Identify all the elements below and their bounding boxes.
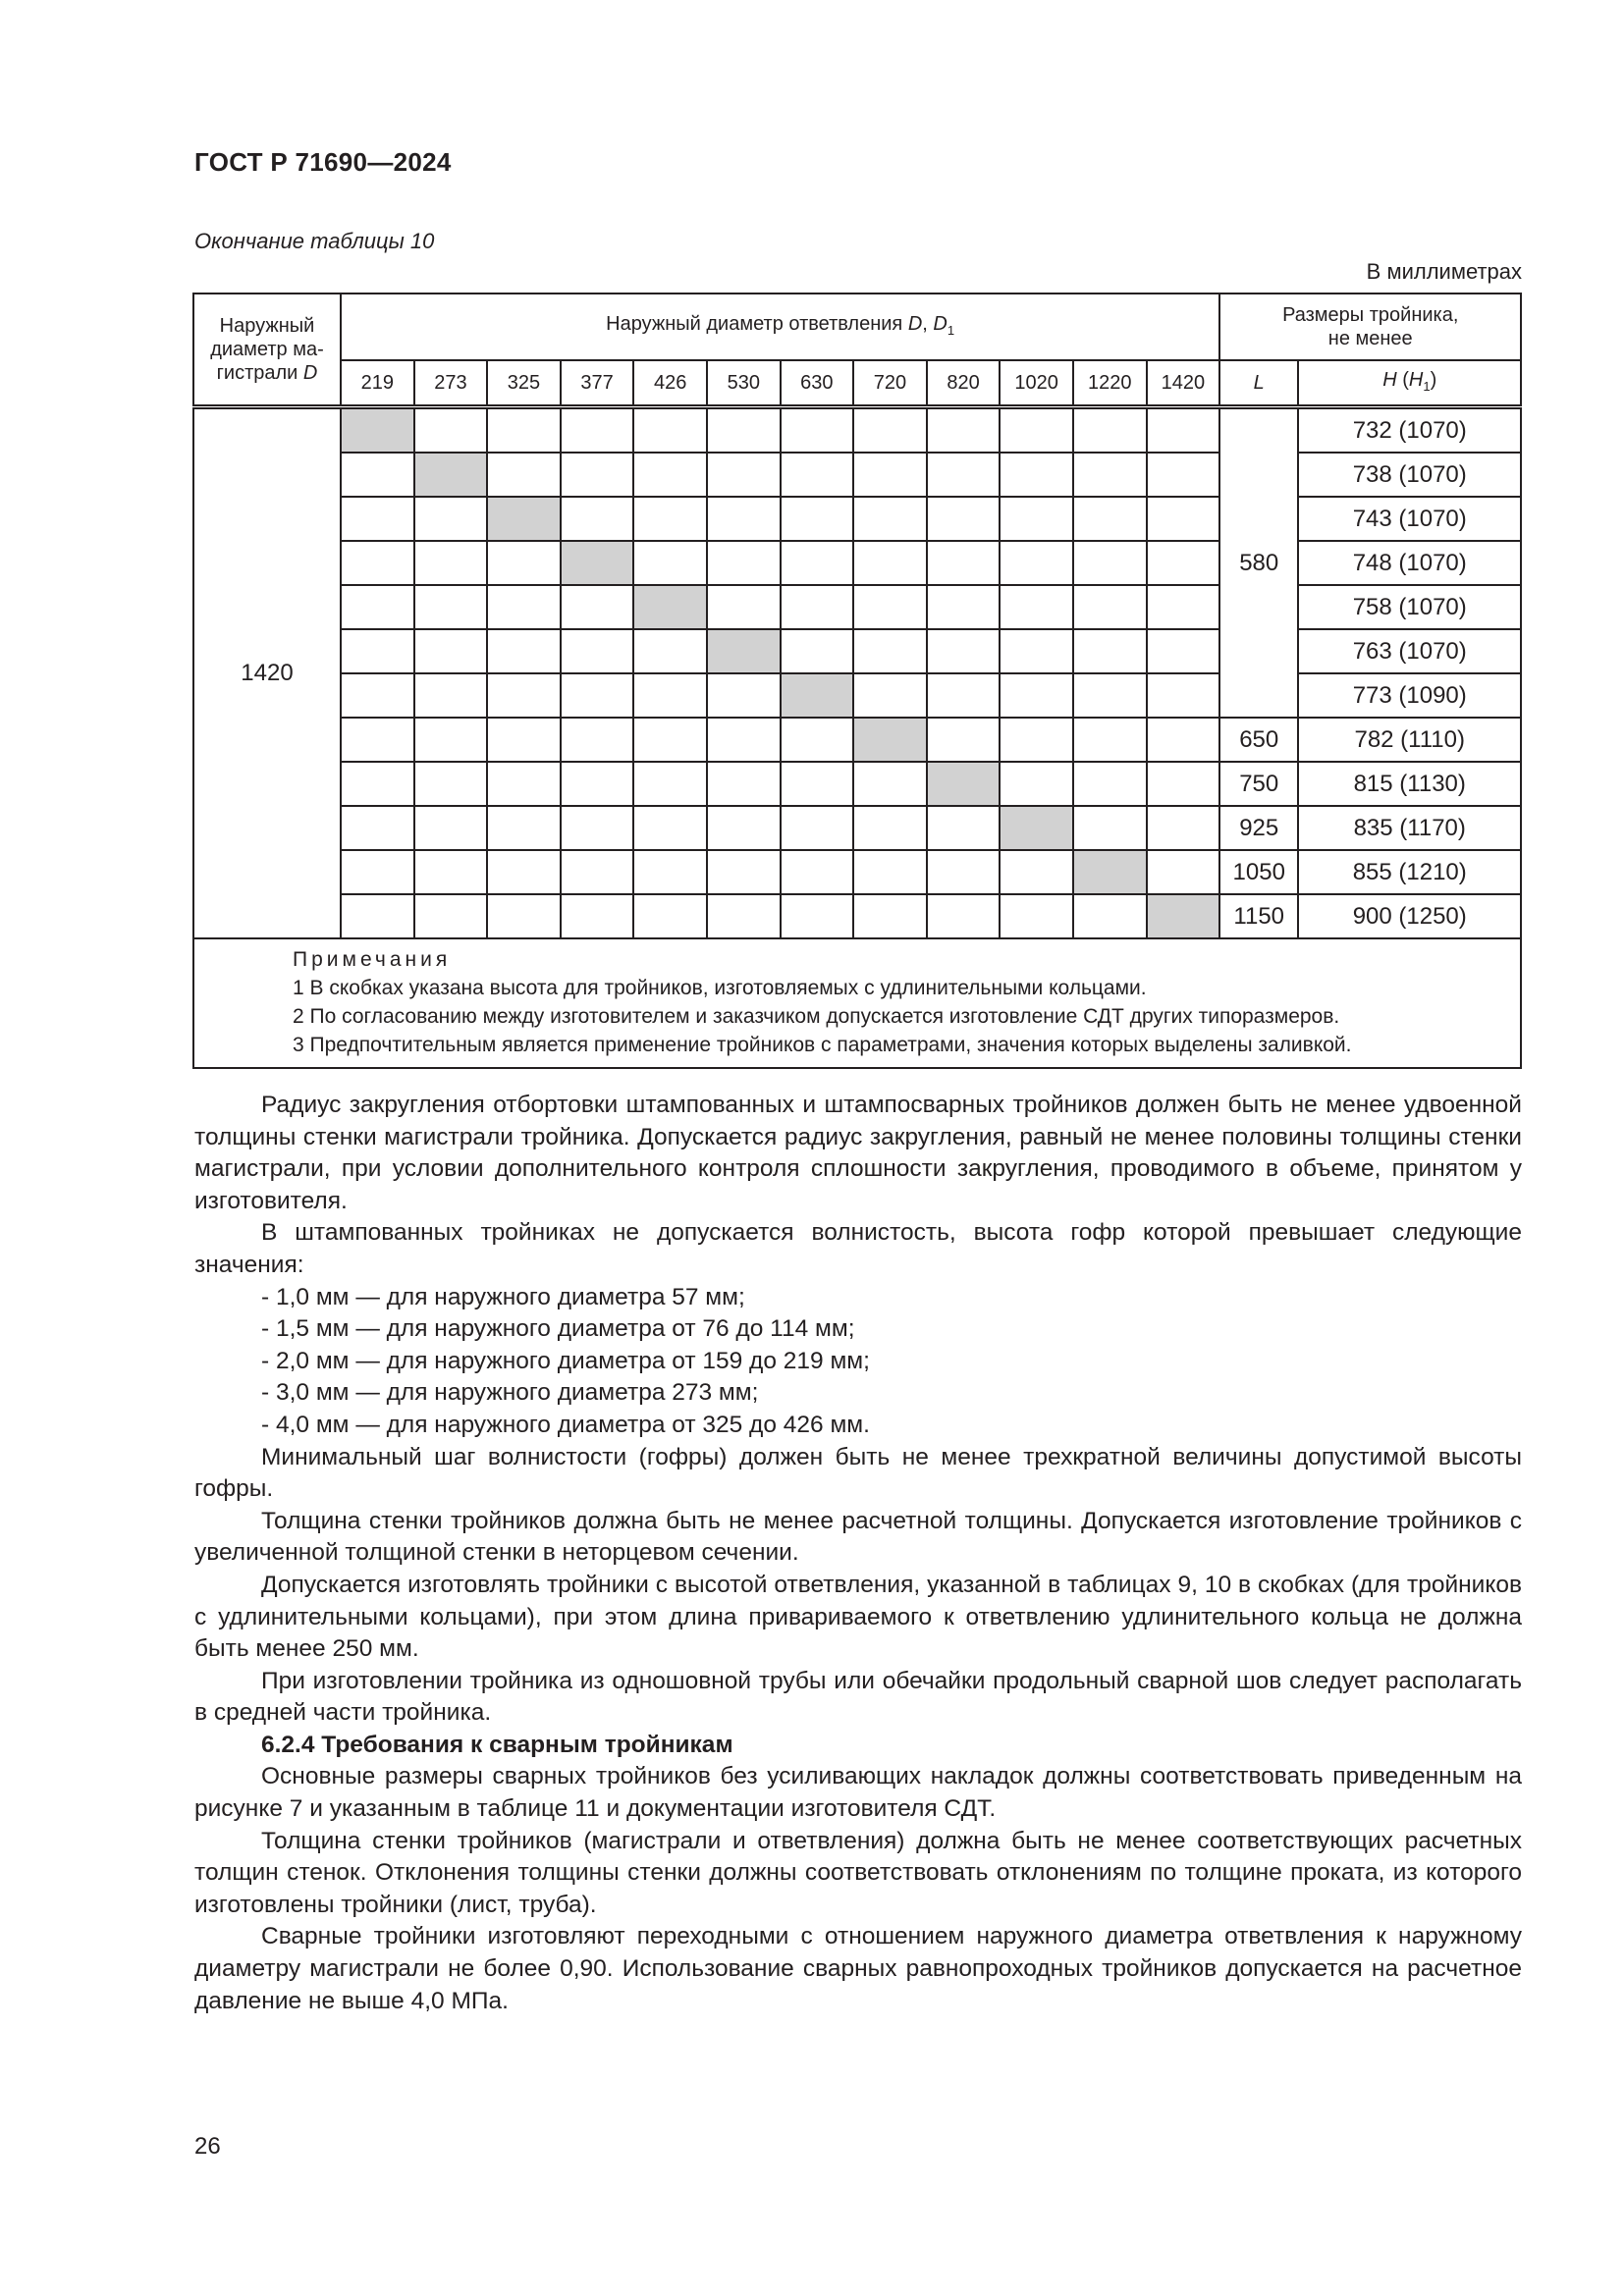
preferred-cell [927,762,1001,806]
preferred-cell [781,673,854,718]
table-caption: Окончание таблицы 10 [194,229,435,253]
H-value-cell: 773 (1090) [1298,673,1521,718]
table-row [193,850,1521,894]
L-value-cell: 925 [1219,806,1298,850]
matrix-cell [707,806,781,850]
matrix-cell [1147,453,1220,497]
note-1: 1 В скобках указана высота для тройников, изготовляемых с удлинительными кольцами. [293,977,1147,999]
matrix-cell [414,407,488,454]
paragraph-flanging-radius: Радиус закругления отбортовки штампованных и штампосварных тройников должен быть не менее удвоенной толщины стенки магистрали тройника. Допускается радиус закругления, равный не менее половины толщины стенки магистрали, при условии дополнительного контроля сплошности закругления, проводимого в объеме, принятом у изготовителя. [194,1092,1522,1214]
header-branch-diameter: 1420 [1147,360,1220,407]
matrix-cell [853,585,927,629]
matrix-cell [1073,718,1147,762]
matrix-cell [853,453,927,497]
list-item: - 4,0 мм — для наружного диаметра от 325 до 426 мм. [261,1411,870,1438]
matrix-cell [487,541,561,585]
note-2: 2 По согласованию между изготовителем и заказчиком допускается изготовление СДТ других типоразмеров. [293,1005,1340,1028]
header-H: H $(H_1)$ [1298,360,1521,407]
matrix-cell [707,497,781,541]
L-value-cell: 1150 [1219,894,1298,938]
matrix-cell [853,497,927,541]
paragraph-wall-thickness: Толщина стенки тройников должна быть не менее расчетной толщины. Допускается изготовление тройников с увеличенной толщиной стенки в неторцевом сечении. [194,1507,1522,1567]
page-number: 26 [194,2133,221,2160]
matrix-cell [1000,407,1073,454]
matrix-cell [414,762,488,806]
matrix-cell [414,718,488,762]
matrix-cell [781,453,854,497]
matrix-cell [633,850,707,894]
matrix-cell [561,806,634,850]
matrix-cell [707,850,781,894]
note-3: 3 Предпочтительным является применение тройников с параметрами, значения которых выделены заливкой. [293,1034,1352,1056]
matrix-cell [1000,497,1073,541]
H-value-cell: 900 (1250) [1298,894,1521,938]
matrix-cell [487,850,561,894]
matrix-cell [927,806,1001,850]
matrix-cell [633,894,707,938]
matrix-cell [781,541,854,585]
matrix-cell [633,718,707,762]
L-value-cell: 1050 [1219,850,1298,894]
matrix-cell [1147,850,1220,894]
matrix-cell [927,407,1001,454]
H-value-cell: 855 (1210) [1298,850,1521,894]
matrix-cell [853,629,927,673]
preferred-cell [487,497,561,541]
matrix-cell [414,894,488,938]
matrix-cell [927,453,1001,497]
matrix-cell [414,673,488,718]
L-value-cell: 650 [1219,718,1298,762]
matrix-cell [1000,718,1073,762]
matrix-cell [1073,629,1147,673]
matrix-cell [781,718,854,762]
header-branch-diameter: 219 [341,360,414,407]
matrix-cell [633,762,707,806]
matrix-cell [1000,585,1073,629]
paragraph-waviness-step: Минимальный шаг волнистости (гофры) должен быть не менее трехкратной величины допустимой высоты гофры. [194,1443,1522,1503]
matrix-cell [341,629,414,673]
matrix-cell [561,629,634,673]
list-item: - 2,0 мм — для наружного диаметра от 159 до 219 мм; [261,1347,870,1374]
matrix-cell [341,673,414,718]
matrix-cell [561,762,634,806]
matrix-cell [707,762,781,806]
matrix-cell [561,497,634,541]
matrix-cell [561,894,634,938]
matrix-cell [1147,541,1220,585]
matrix-cell [341,497,414,541]
header-branch-diameter: 426 [633,360,707,407]
matrix-cell [414,850,488,894]
header-sizes-group: Размеры тройника, не менее [1219,294,1521,360]
matrix-cell [487,762,561,806]
H-value-cell: 743 (1070) [1298,497,1521,541]
matrix-cell [561,718,634,762]
matrix-cell [1000,850,1073,894]
header-branch-diameter: 325 [487,360,561,407]
matrix-cell [561,453,634,497]
matrix-cell [927,541,1001,585]
preferred-cell [853,718,927,762]
header-L: L [1219,360,1298,407]
table-row [193,718,1521,762]
H-value-cell: 748 (1070) [1298,541,1521,585]
matrix-cell [781,762,854,806]
notes-title: Примечания [293,948,452,971]
L-value-cell: 580 [1219,407,1298,719]
matrix-cell [1073,585,1147,629]
matrix-cell [341,850,414,894]
matrix-cell [707,585,781,629]
matrix-cell [1147,497,1220,541]
matrix-cell [1073,806,1147,850]
matrix-cell [781,850,854,894]
table-row [193,407,1521,454]
matrix-cell [341,718,414,762]
main-diameter-cell: 1420 [193,407,341,939]
matrix-cell [853,673,927,718]
matrix-cell [487,453,561,497]
matrix-cell [707,541,781,585]
document-standard-id: ГОСТ Р 71690—2024 [194,147,452,177]
header-branch-diameter: 1020 [1000,360,1073,407]
H-value-cell: 738 (1070) [1298,453,1521,497]
matrix-cell [853,541,927,585]
header-branch-diameter: 377 [561,360,634,407]
L-value-cell: 750 [1219,762,1298,806]
matrix-cell [1000,894,1073,938]
H-value-cell: 835 (1170) [1298,806,1521,850]
matrix-cell [1073,407,1147,454]
table-row [193,673,1521,718]
matrix-cell [414,497,488,541]
matrix-cell [781,629,854,673]
matrix-cell [707,673,781,718]
matrix-cell [633,497,707,541]
H-value-cell: 815 (1130) [1298,762,1521,806]
matrix-cell [1000,673,1073,718]
body-text [194,1090,1522,2017]
table-row [193,585,1521,629]
matrix-cell [487,673,561,718]
matrix-cell [487,585,561,629]
matrix-cell [1000,541,1073,585]
matrix-cell [1073,541,1147,585]
matrix-cell [1073,453,1147,497]
preferred-cell [561,541,634,585]
matrix-cell [927,629,1001,673]
matrix-cell [341,585,414,629]
preferred-cell [341,407,414,454]
H-value-cell: 732 (1070) [1298,407,1521,454]
paragraph-seam-location: При изготовлении тройника из одношовной трубы или обечайки продольный сварной шов следует располагать в средней части тройника. [194,1667,1522,1727]
matrix-cell [633,806,707,850]
matrix-cell [1147,407,1220,454]
matrix-cell [853,407,927,454]
matrix-cell [487,718,561,762]
matrix-cell [487,629,561,673]
paragraph-extension-rings: Допускается изготовлять тройники с высотой ответвления, указанной в таблицах 9, 10 в скобках (для тройников с удлинительными кольцами), при этом длина привариваемого к ответвлению удлинительного кольца не должна быть менее 250 мм. [194,1571,1522,1663]
matrix-cell [707,718,781,762]
list-item: - 1,5 мм — для наружного диаметра от 76 до 114 мм; [261,1315,855,1343]
header-branch-diameter: 820 [927,360,1001,407]
matrix-cell [927,497,1001,541]
matrix-cell [853,762,927,806]
matrix-cell [633,629,707,673]
matrix-cell [853,894,927,938]
matrix-cell [781,894,854,938]
list-item: - 3,0 мм — для наружного диаметра 273 мм; [261,1379,759,1407]
matrix-cell [341,806,414,850]
paragraph-welded-dimensions: Основные размеры сварных тройников без усиливающих накладок должны соответствовать приведенным на рисунке 7 и указанным в таблице 11 и документации изготовителя СДТ. [194,1763,1522,1823]
matrix-cell [853,850,927,894]
matrix-cell [1147,718,1220,762]
header-branch-diameter: 530 [707,360,781,407]
matrix-cell [1073,497,1147,541]
matrix-cell [561,585,634,629]
H-value-cell: 763 (1070) [1298,629,1521,673]
matrix-cell [1073,673,1147,718]
header-branch-diameter: 1220 [1073,360,1147,407]
matrix-cell [1000,762,1073,806]
matrix-cell [341,894,414,938]
matrix-cell [341,453,414,497]
matrix-cell [341,762,414,806]
matrix-cell [1147,585,1220,629]
matrix-cell [927,850,1001,894]
header-main-diameter: Наружный диаметр ма- гистрали D [193,294,341,407]
matrix-cell [781,407,854,454]
matrix-cell [561,850,634,894]
matrix-cell [1073,894,1147,938]
matrix-cell [781,806,854,850]
matrix-cell [1000,629,1073,673]
matrix-cell [414,806,488,850]
H-value-cell: 782 (1110) [1298,718,1521,762]
matrix-cell [633,673,707,718]
table-row [193,541,1521,585]
matrix-cell [781,585,854,629]
matrix-cell [1147,673,1220,718]
preferred-cell [1147,894,1220,938]
paragraph-welded-ratio: Сварные тройники изготовляют переходными с отношением наружного диаметра ответвления к наружному диаметру магистрали не более 0,90. Использование сварных равнопроходных тройников допускается на расчетное давление не выше 4,0 МПа. [194,1923,1522,2014]
header-branch-diameter: 720 [853,360,927,407]
paragraph-waviness: В штампованных тройниках не допускается волнистость, высота гофр которой превышает следующие значения: [194,1219,1522,1278]
matrix-cell [561,407,634,454]
matrix-cell [781,497,854,541]
table-row [193,497,1521,541]
matrix-cell [561,673,634,718]
matrix-cell [707,407,781,454]
H-value-cell: 758 (1070) [1298,585,1521,629]
matrix-cell [633,453,707,497]
preferred-cell [633,585,707,629]
preferred-cell [1073,850,1147,894]
table-units: В миллиметрах [1366,259,1522,284]
preferred-cell [1000,806,1073,850]
matrix-cell [927,718,1001,762]
table-row [193,806,1521,850]
table-row [193,629,1521,673]
matrix-cell [414,585,488,629]
section-heading-6-2-4: 6.2.4 Требования к сварным тройникам [261,1731,733,1758]
matrix-cell [927,894,1001,938]
matrix-cell [927,585,1001,629]
table-row [193,453,1521,497]
header-branch-diameter: 273 [414,360,488,407]
matrix-cell [853,806,927,850]
matrix-cell [1000,453,1073,497]
matrix-cell [633,541,707,585]
matrix-cell [1147,762,1220,806]
matrix-cell [487,407,561,454]
matrix-cell [487,806,561,850]
preferred-cell [414,453,488,497]
matrix-cell [927,673,1001,718]
table-row [193,762,1521,806]
paragraph-welded-thickness: Толщина стенки тройников (магистрали и ответвления) должна быть не менее соответствующих расчетных толщин стенок. Отклонения толщины стенки должны соответствовать отклонениям по толщине проката, из которого изготовлены тройники (лист, труба). [194,1827,1522,1918]
list-item: - 1,0 мм — для наружного диаметра 57 мм; [261,1283,745,1310]
matrix-cell [414,629,488,673]
matrix-cell [707,894,781,938]
matrix-cell [1147,806,1220,850]
matrix-cell [1147,629,1220,673]
matrix-cell [633,407,707,454]
table-row [193,894,1521,938]
header-branch-diameter: 630 [781,360,854,407]
preferred-cell [707,629,781,673]
matrix-cell [341,541,414,585]
table-notes [193,938,1521,1068]
matrix-cell [414,541,488,585]
tee-dimensions-table [192,293,1522,1069]
matrix-cell [1073,762,1147,806]
matrix-cell [707,453,781,497]
header-branch-diameter-group: Наружный диаметр ответвления D, $D_1$ [341,294,1219,360]
matrix-cell [487,894,561,938]
